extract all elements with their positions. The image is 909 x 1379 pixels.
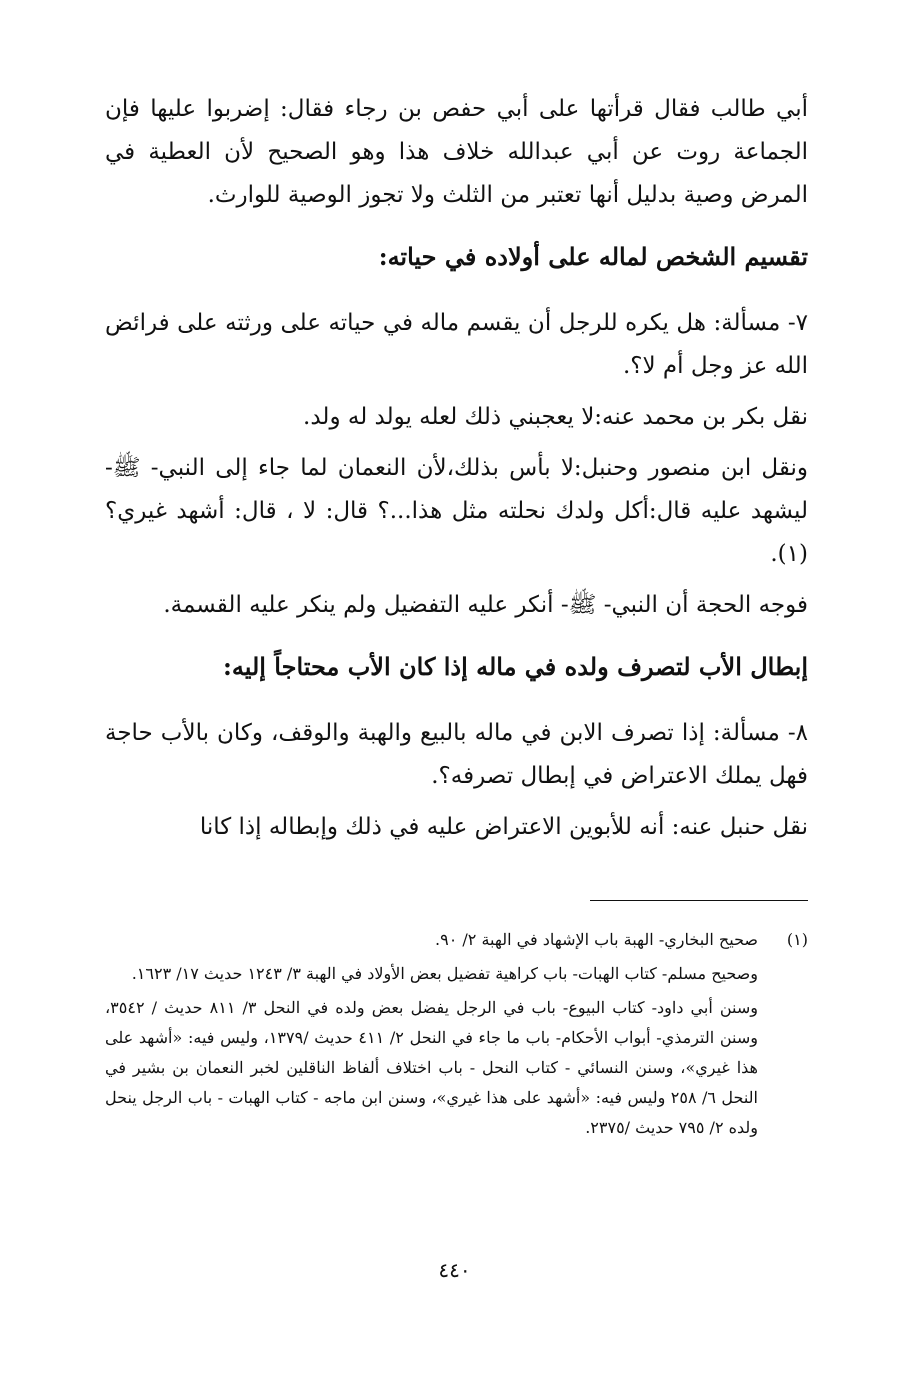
paragraph: نقل حنبل عنه: أنه للأبوين الاعتراض عليه في ذلك وإبطاله إذا كانا bbox=[199, 814, 808, 840]
section-heading: تقسيم الشخص لماله على أولاده في حياته: bbox=[378, 242, 808, 271]
footnote-number: (١) bbox=[786, 930, 808, 949]
question-paragraph: ٧- مسألة: هل يكره للرجل أن يقسم ماله في حياته على ورثته على فرائض الله عز وجل أم لا؟. bbox=[105, 310, 808, 379]
page-number: ٤٤٠ bbox=[438, 1258, 471, 1282]
paragraph: ونقل ابن منصور وحنبل:لا بأس بذلك،لأن النعمان لما جاء إلى النبي- ﷺ- ليشهد عليه قال:أكل ولدك نحلته مثل هذا...؟ قال: لا ، قال: أشهد غيري؟(١). bbox=[105, 455, 808, 567]
footnotes bbox=[105, 925, 808, 1147]
paragraph: فوجه الحجة أن النبي- ﷺ- أنكر عليه التفضيل ولم ينكر عليه القسمة. bbox=[163, 592, 808, 618]
footnote-separator bbox=[590, 900, 808, 901]
footnote-body bbox=[105, 925, 758, 1147]
paragraph: أبي طالب فقال قرأتها على أبي حفص بن رجاء فقال: إضربوا عليها فإن الجماعة روت عن أبي عبدالله خلاف هذا وهو الصحيح لأن العطية في المرض وصية بدليل أنها تعتبر من الثلث ولا تجوز الوصية للوارث. bbox=[105, 96, 808, 208]
question-paragraph: ٨- مسألة: إذا تصرف الابن في ماله بالبيع والهبة والوقف، وكان بالأب حاجة فهل يملك الاعتراض في إبطال تصرفه؟. bbox=[105, 720, 808, 789]
footnote-item bbox=[105, 925, 808, 1147]
paragraph: نقل بكر بن محمد عنه:لا يعجبني ذلك لعله يولد له ولد. bbox=[303, 404, 808, 430]
main-text bbox=[105, 88, 808, 867]
footnote-line: صحيح البخاري- الهبة باب الإشهاد في الهبة ٢/ ٩٠. bbox=[435, 930, 758, 949]
footnote-line: وصحيح مسلم- كتاب الهبات- باب كراهية تفضيل بعض الأولاد في الهبة ٣/ ١٢٤٣ حديث ١٧/ ١٦٢٣. bbox=[131, 964, 758, 983]
section-heading: إبطال الأب لتصرف ولده في ماله إذا كان الأب محتاجاً إليه: bbox=[222, 652, 808, 681]
footnote-line: وسنن أبي داود- كتاب البيوع- باب في الرجل يفضل بعض ولده في النحل ٣/ ٨١١ حديث / ٣٥٤٢، وسنن الترمذي- أبواب الأحكام- باب ما جاء في النحل ٢/ ٤١١ حديث /١٣٧٩، وليس فيه: «أشهد على هذا غيري»، وسنن النسائي - كتاب النحل - باب اختلاف ألفاظ الناقلين لخبر النعمان بن بشير في النحل ٦/ ٢٥٨ وليس فيه: «أشهد على هذا غيري»، وسنن ابن ماجه - كتاب الهبات - باب الرجل ينحل ولده ٢/ ٧٩٥ حديث /٢٣٧٥. bbox=[105, 998, 759, 1137]
